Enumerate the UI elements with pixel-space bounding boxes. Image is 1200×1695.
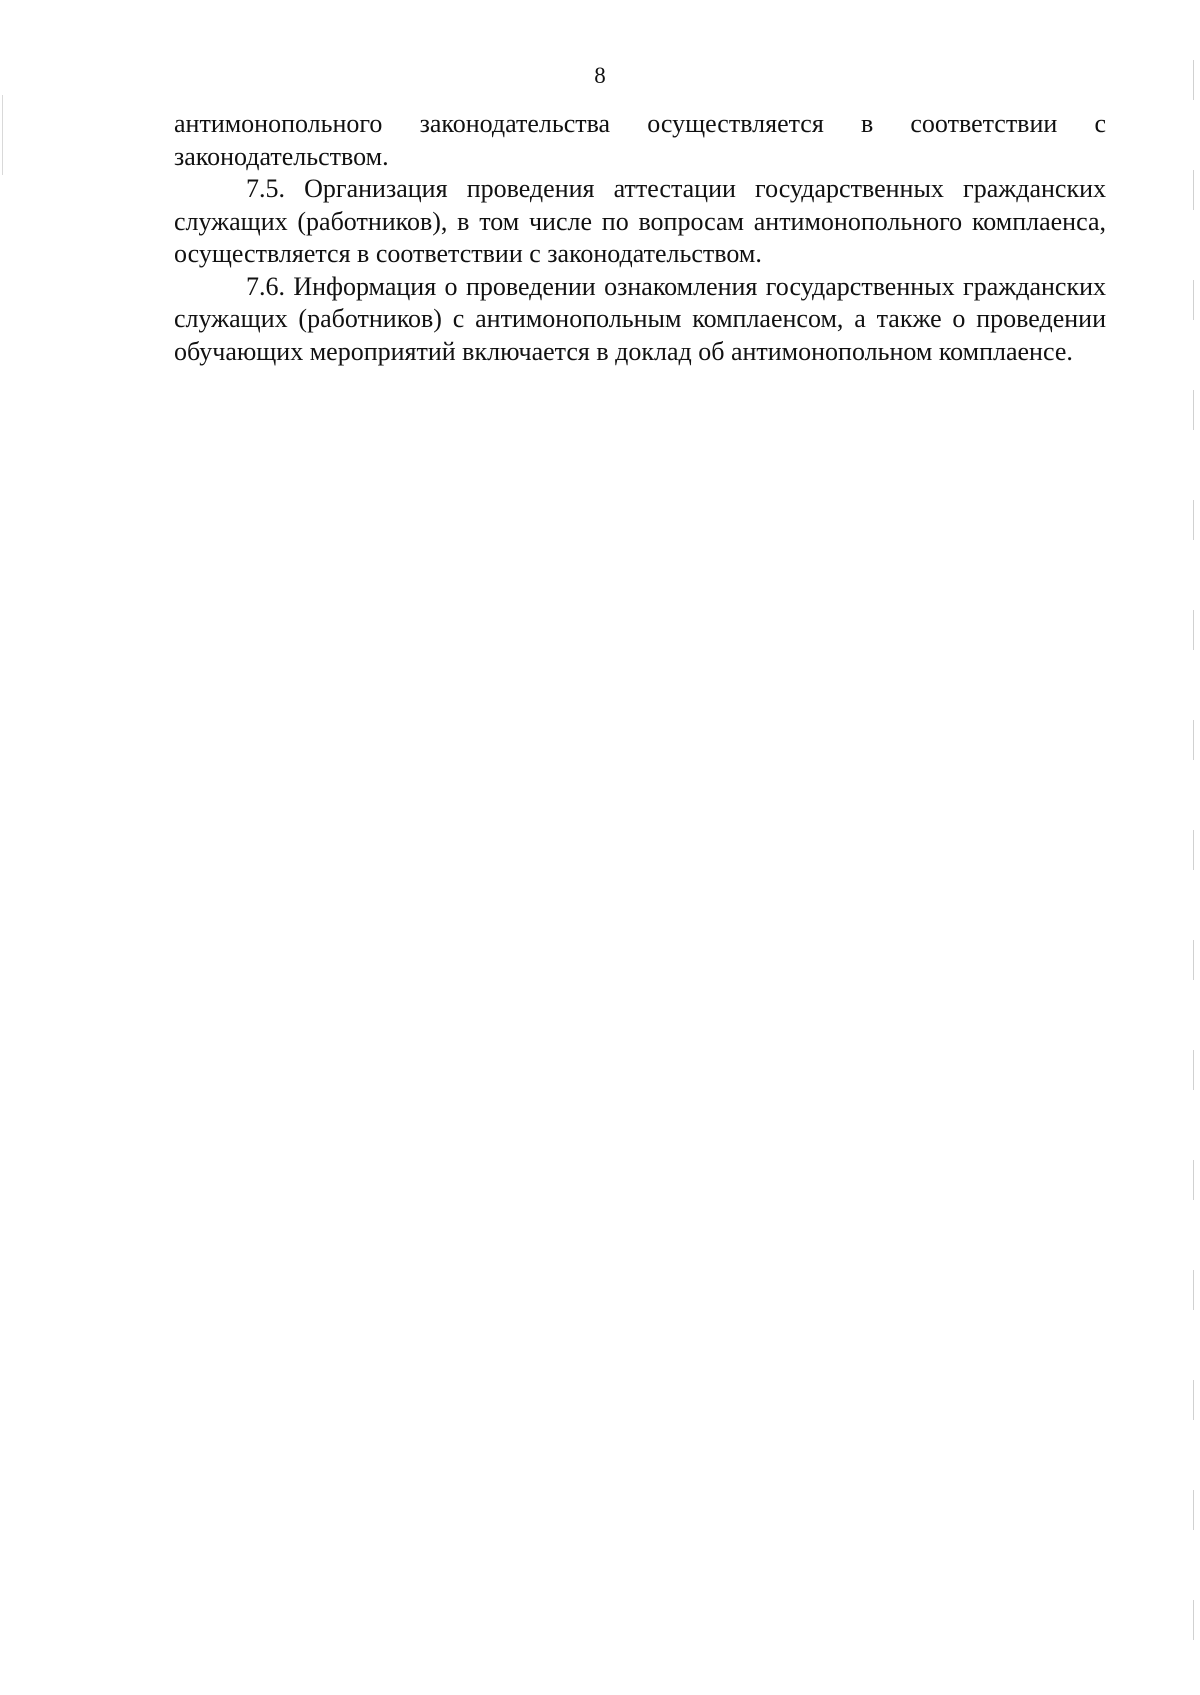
paragraph-item-7-6: 7.6. Информация о проведении ознакомления государственных гражданских служащих (работников) с антимонопольным комплаенсом, а также о проведении обучающих мероприятий включается в доклад об антимонопольном комплаенсе.: [174, 271, 1106, 366]
paragraph-item-7-5: 7.5. Организация проведения аттестации государственных гражданских служащих (работников), в том числе по вопросам антимонопольного комплаенса, осуществляется в соответствии с законодательством.: [174, 174, 1106, 268]
scan-edge-artifact: [1193, 60, 1194, 1660]
scan-edge-artifact-left: [2, 95, 3, 175]
paragraph-continuation: антимонопольного законодательства осуществляется в соответствии с законодательством.: [174, 109, 1106, 171]
page-number: 8: [594, 63, 606, 88]
document-body: [174, 108, 1106, 368]
